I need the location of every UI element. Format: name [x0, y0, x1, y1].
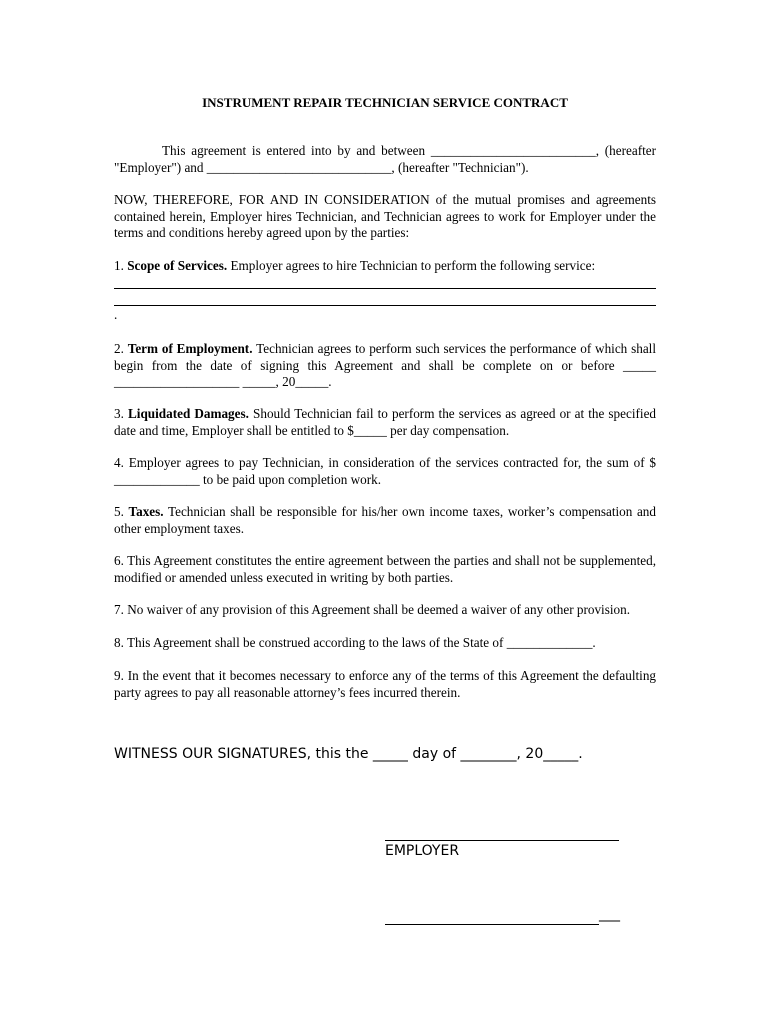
section-number: 7.	[114, 602, 124, 617]
scope-blank-line-2	[114, 305, 656, 306]
section-8	[114, 635, 656, 652]
section-body: This Agreement shall be construed according to the laws of the State of _____________.	[126, 635, 596, 650]
signature-line-tail: ___	[599, 906, 620, 922]
section-heading: Term of Employment.	[127, 341, 253, 356]
section-body: In the event that it becomes necessary to enforce any of the terms of this Agreement the defaulting party agrees to pay all reasonable attorney’s fees incurred therein.	[114, 668, 657, 700]
section-number: 3.	[114, 406, 124, 421]
consideration-paragraph: NOW, THEREFORE, FOR AND IN CONSIDERATION of the mutual promises and agreements contained herein, Employer hires Technician, and Technician agrees to work for Employer under the terms and conditions hereby agreed upon by the parties:	[114, 192, 656, 240]
section-5	[114, 504, 656, 537]
section-3	[114, 406, 656, 439]
section-2	[114, 341, 656, 391]
section-heading: Taxes.	[128, 504, 164, 519]
section-body: Employer agrees to pay Technician, in consideration of the services contracted for, the sum of $ _____________ to be paid upon completion work.	[114, 455, 657, 487]
section-number: 9.	[114, 668, 124, 683]
section-body: No waiver of any provision of this Agreement shall be deemed a waiver of any other provision.	[127, 602, 631, 617]
section-number: 2.	[114, 341, 124, 356]
section-body: Technician agrees to perform such services the performance of which shall begin from the date of signing this Agreement and shall be complete on or before _____ ___________________ _____, 20_____.	[114, 341, 657, 389]
scope-period: .	[114, 307, 118, 322]
section-heading: Liquidated Damages.	[127, 406, 249, 421]
section-heading: Scope of Services.	[127, 258, 228, 273]
section-6	[114, 553, 656, 586]
section-number: 4.	[114, 455, 124, 470]
section-body: Employer agrees to hire Technician to perform the following service:	[230, 258, 596, 273]
scope-blank-line-1	[114, 288, 656, 289]
section-7	[114, 602, 656, 619]
witness-line: WITNESS OUR SIGNATURES, this the _____ day of ________, 20_____.	[114, 746, 583, 762]
section-9	[114, 668, 656, 701]
employer-signature-line	[385, 840, 619, 841]
section-number: 1.	[114, 258, 124, 273]
section-body: Technician shall be responsible for his/her own income taxes, worker’s compensation and other employment taxes.	[114, 504, 656, 536]
section-body: This Agreement constitutes the entire agreement between the parties and shall not be supplemented, modified or amended unless executed in writing by both parties.	[114, 553, 656, 585]
document-title: INSTRUMENT REPAIR TECHNICIAN SERVICE CONTRACT	[202, 95, 568, 110]
section-1	[114, 258, 656, 275]
intro-paragraph: This agreement is entered into by and between _________________________, (hereafter "Employer") and ____________________________, (hereafter "Technician").	[114, 143, 656, 175]
section-body: Should Technician fail to perform the services as agreed or at the specified date and time, Employer shall be entitled to $_____ per day compensation.	[114, 406, 657, 438]
employer-label: EMPLOYER	[385, 843, 460, 859]
section-4	[114, 455, 656, 488]
section-number: 8.	[114, 635, 124, 650]
section-number: 5.	[114, 504, 124, 519]
section-number: 6.	[114, 553, 124, 568]
technician-signature-line	[385, 924, 599, 925]
